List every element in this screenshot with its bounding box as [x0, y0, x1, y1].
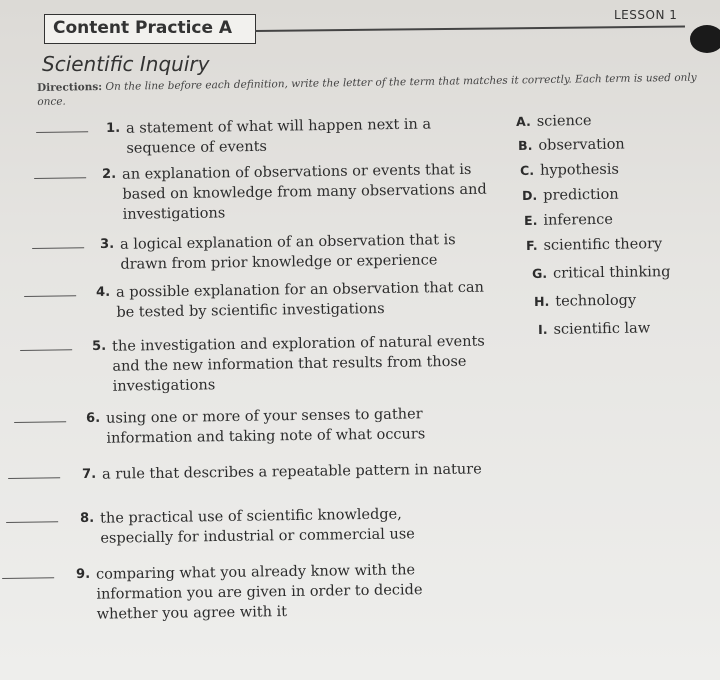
question-number: 8.: [80, 510, 95, 526]
option-letter: B.: [518, 137, 533, 153]
question-9: [2, 559, 487, 626]
option-letter: I.: [538, 321, 548, 337]
directions: [37, 71, 697, 109]
directions-label: Directions:: [37, 80, 103, 94]
option-letter: H.: [534, 293, 550, 309]
question-1: [36, 114, 447, 160]
option-letter: A.: [516, 113, 531, 129]
option-f: [526, 236, 662, 254]
lesson-label: LESSON 1: [614, 8, 678, 22]
question-text: comparing what you already know with the information you are given in order to decide whether you agree with it: [96, 562, 423, 623]
option-e: [524, 212, 613, 229]
option-a: [516, 113, 592, 130]
question-4: [24, 277, 507, 324]
answer-blank-9[interactable]: [2, 577, 54, 579]
question-number: 5.: [92, 338, 107, 354]
question-3: [32, 230, 481, 276]
option-i: [538, 320, 650, 338]
question-7: [8, 459, 532, 486]
option-term: technology: [555, 292, 637, 310]
question-text: a statement of what will happen next in a sequence of events: [126, 116, 432, 157]
question-number: 2.: [102, 166, 117, 183]
answer-blank-2[interactable]: [34, 177, 86, 179]
option-d: [522, 187, 619, 204]
question-text: the practical use of scientific knowledge, especially for industrial or commercial use: [100, 506, 415, 547]
binder-hole: [690, 25, 720, 53]
question-number: 9.: [76, 566, 91, 582]
question-text: using one or more of your senses to gather information and taking note of what occurs: [106, 406, 426, 447]
question-number: 6.: [86, 410, 101, 426]
question-number: 4.: [96, 284, 111, 300]
answer-blank-4[interactable]: [24, 295, 76, 297]
directions-text: On the line before each definition, write the letter of the term that matches it correctly. Each term is used only once.: [37, 71, 697, 108]
answer-blank-3[interactable]: [32, 247, 84, 249]
option-term: hypothesis: [539, 161, 619, 179]
option-term: scientific law: [553, 320, 651, 338]
answer-blank-7[interactable]: [8, 477, 60, 479]
question-text: a logical explanation of an observation that is drawn from prior knowledge or experience: [120, 232, 456, 273]
option-term: scientific theory: [543, 236, 663, 254]
question-text: an explanation of observations or events that is based on knowledge from many observations and investigations: [122, 161, 487, 223]
answer-blank-6[interactable]: [14, 421, 66, 423]
option-c: [520, 162, 619, 179]
header-rule: [255, 25, 685, 31]
option-letter: E.: [524, 212, 538, 228]
answer-blank-1[interactable]: [36, 131, 88, 133]
option-letter: F.: [526, 237, 538, 253]
answer-blank-5[interactable]: [20, 349, 72, 351]
option-letter: C.: [520, 162, 535, 178]
answer-blank-8[interactable]: [6, 521, 58, 523]
content-practice-header: [44, 14, 256, 44]
option-letter: D.: [522, 187, 538, 203]
question-text: a possible explanation for an observation that can be tested by scientific investigations: [116, 279, 485, 321]
option-term: science: [536, 112, 592, 130]
option-term: prediction: [543, 186, 619, 204]
question-6: [14, 404, 467, 450]
question-5: [20, 331, 513, 398]
question-2: [34, 159, 503, 226]
question-text: a rule that describes a repeatable pattern in nature: [102, 461, 482, 483]
option-g: [532, 264, 671, 282]
header-title: Content Practice A: [53, 18, 233, 38]
question-8: [6, 503, 481, 550]
question-text: the investigation and exploration of natural events and the new information that results from those investigations: [112, 333, 485, 395]
option-term: observation: [538, 136, 625, 154]
question-number: 1.: [106, 120, 121, 137]
option-term: critical thinking: [553, 264, 671, 282]
question-number: 3.: [100, 236, 115, 253]
page-title: Scientific Inquiry: [42, 52, 210, 76]
option-term: inference: [543, 211, 613, 229]
option-b: [518, 137, 625, 154]
option-letter: G.: [532, 265, 548, 281]
question-number: 7.: [82, 466, 97, 482]
option-h: [534, 293, 636, 310]
